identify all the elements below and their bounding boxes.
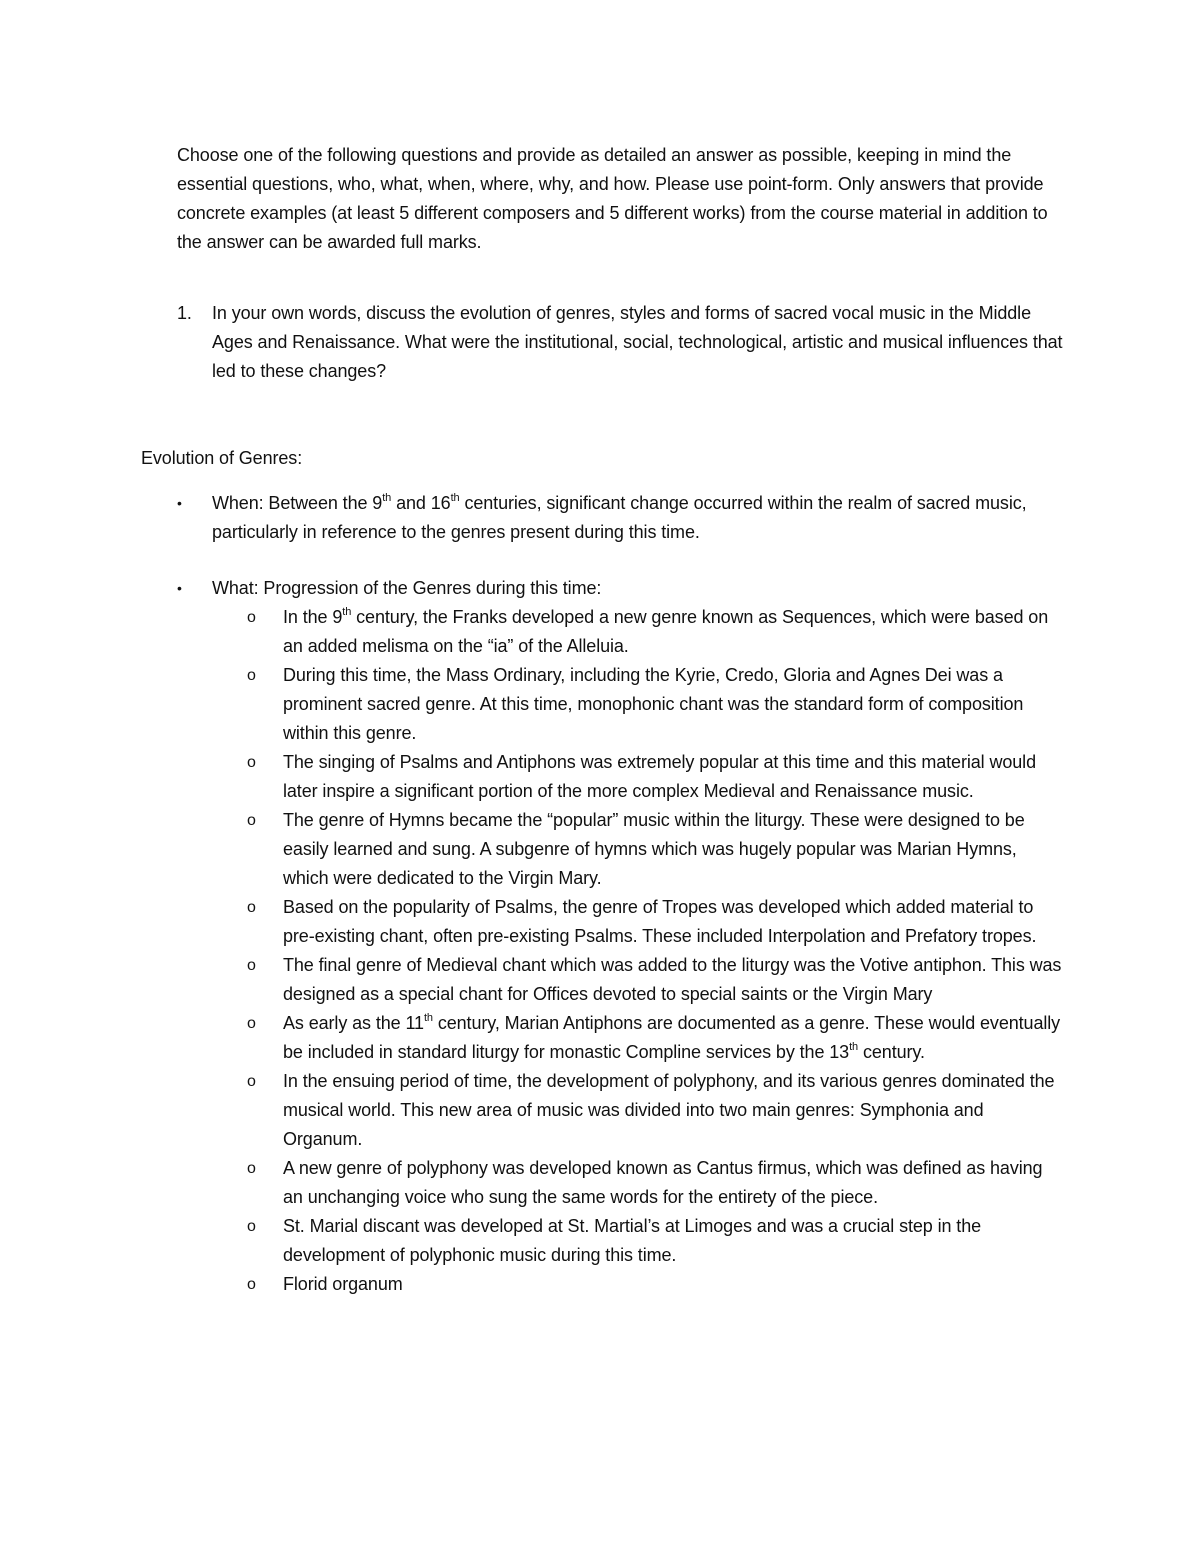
sub-bullet-icon: o [247, 609, 256, 626]
bullet-icon: • [177, 580, 182, 596]
list-item-text: A new genre of polyphony was developed known as Cantus firmus, which was defined as having an unchanging voice who sung the same words for the entirety of the piece. [283, 1158, 1043, 1207]
text-run: and 16 [391, 493, 451, 513]
list-item [247, 806, 1067, 893]
list-item [247, 661, 1067, 748]
list-item [247, 1154, 1067, 1212]
intro-paragraph: Choose one of the following questions and provide as detailed an answer as possible, keeping in mind the essential questions, who, what, when, where, why, and how. Please use point-form. Only answers that provide concrete examples (at least 5 different composers and 5 different works) from the course material in addition to the answer can be awarded full marks. [177, 145, 1048, 252]
list-item [247, 748, 1067, 806]
list-item-text: Florid organum [283, 1274, 403, 1294]
question-item [177, 299, 1067, 386]
question-number: 1. [177, 303, 192, 323]
list-item [247, 603, 1067, 661]
superscript: th [382, 492, 392, 504]
list-item-text: St. Marial discant was developed at St. Martial’s at Limoges and was a crucial step in the development of polyphonic music during this time. [283, 1216, 982, 1265]
list-item-text: The genre of Hymns became the “popular” music within the liturgy. These were designed to be easily learned and sung. A subgenre of hymns which was hugely popular was Marian Hymns, which were dedicated to the Virgin Mary. [283, 810, 1025, 888]
sub-bullet-icon: o [247, 1073, 256, 1090]
sub-bullet-icon: o [247, 754, 256, 771]
superscript: th [450, 492, 460, 504]
list-item [247, 1270, 1067, 1299]
question-text: In your own words, discuss the evolution of genres, styles and forms of sacred vocal music in the Middle Ages and Renaissance. What were the institutional, social, technological, artistic and musical influences that led to these changes? [212, 303, 1063, 381]
text-run: century. [858, 1042, 925, 1062]
bullet-what [177, 574, 1067, 603]
list-item [247, 1212, 1067, 1270]
section-heading: Evolution of Genres: [141, 448, 303, 468]
text-run: When: Between the 9 [212, 493, 383, 513]
list-item-text: The final genre of Medieval chant which was added to the liturgy was the Votive antiphon. This was designed as a special chant for Offices devoted to special saints or the Virgin Mary [283, 955, 1062, 1004]
superscript: th [342, 606, 352, 618]
text-run: century, the Franks developed a new genre known as Sequences, which were based on an added melisma on the “ia” of the Alleluia. [283, 607, 1049, 656]
sub-bullet-icon: o [247, 1015, 256, 1032]
text-run: century, Marian Antiphons are documented as a genre. These would eventually be included in standard liturgy for monastic Compline services by the 13 [283, 1013, 1061, 1062]
sub-bullet-icon: o [247, 957, 256, 974]
list-item-text: Based on the popularity of Psalms, the genre of Tropes was developed which added material to pre-existing chant, often pre-existing Psalms. These included Interpolation and Prefatory tropes. [283, 897, 1037, 946]
sub-bullet-icon: o [247, 667, 256, 684]
text-run: In the 9 [283, 607, 343, 627]
bullet-icon: • [177, 495, 182, 511]
list-item-text [283, 1009, 1067, 1067]
list-item [247, 951, 1067, 1009]
text-run: As early as the 11 [283, 1013, 424, 1033]
list-item [247, 893, 1067, 951]
list-item [247, 1009, 1067, 1067]
list-item [247, 1067, 1067, 1154]
sub-bullet-icon: o [247, 1218, 256, 1235]
superscript: th [423, 1012, 433, 1024]
sub-bullet-icon: o [247, 1276, 256, 1293]
genre-progression-list [247, 603, 1067, 1299]
sub-bullet-icon: o [247, 812, 256, 829]
list-item-text: In the ensuing period of time, the development of polyphony, and its various genres dominated the musical world. This new area of music was divided into two main genres: Symphonia and Organum. [283, 1071, 1055, 1149]
bullet-what-text: What: Progression of the Genres during this time: [212, 578, 602, 598]
superscript: th [849, 1041, 859, 1053]
sub-bullet-icon: o [247, 1160, 256, 1177]
text-run: centuries, significant change occurred within the realm of sacred music, particularly in reference to the genres present during this time. [212, 493, 1027, 542]
sub-bullet-icon: o [247, 899, 256, 916]
list-item-text: The singing of Psalms and Antiphons was extremely popular at this time and this material would later inspire a significant portion of the more complex Medieval and Renaissance music. [283, 752, 1036, 801]
list-item-text: During this time, the Mass Ordinary, including the Kyrie, Credo, Gloria and Agnes Dei was a prominent sacred genre. At this time, monophonic chant was the standard form of composition within this genre. [283, 665, 1024, 743]
bullet-when-text [212, 489, 1067, 547]
list-item-text [283, 603, 1067, 661]
bullet-when [177, 489, 1067, 547]
